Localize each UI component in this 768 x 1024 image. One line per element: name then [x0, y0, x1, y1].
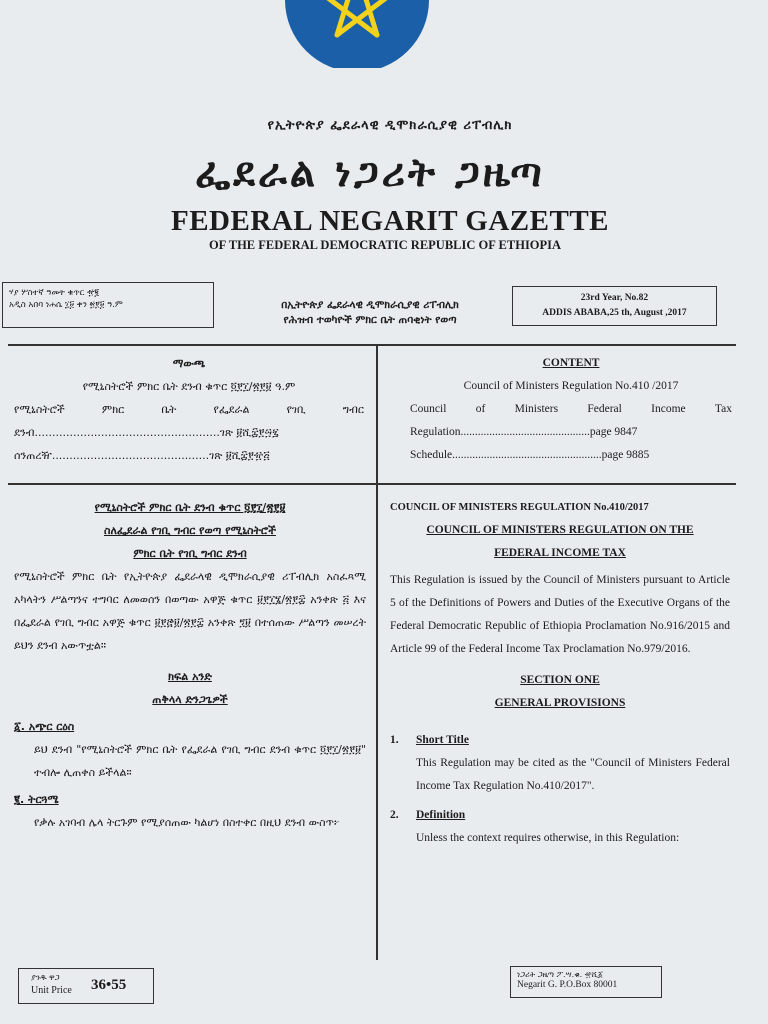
rule-middle — [8, 483, 736, 485]
issuer-line1: በኢትዮጵያ ፌደራላዊ ዲሞክራሲያዊ ሪፐብሊክ — [281, 299, 459, 311]
unit-price-box — [18, 968, 154, 1004]
toc-amharic-line2: የሚኒስትሮች ምክር ቤት የፌደራል የገቢ ግብር — [14, 403, 364, 416]
amharic-section-title: ጠቅላላ ድንጋጌዎች — [152, 693, 228, 706]
issue-year-amharic: ሃያ ሦስተኛ ዓመት ቁጥር ፹፪ — [9, 288, 100, 298]
amharic-heading: የሚኒስትሮች ምክር ቤት ደንብ ቁጥር ፬፻፲/፳፻፱ — [94, 501, 286, 514]
english-item1: 1. Short Title — [390, 729, 730, 752]
ethiopia-emblem-icon — [282, 0, 432, 68]
column-divider — [376, 344, 378, 960]
toc-amharic — [14, 352, 364, 467]
english-section-title: GENERAL PROVISIONS — [494, 697, 626, 709]
amharic-preamble: የሚኒስትሮች ምክር ቤት የኢትዮጵያ ፌደራላዊ ዲሞክራሲያዊ ሪፐብሊክ አስፈጻሚ አካላትን ሥልጣንና ተግባር ለመወሰን በወጣው አዋጅ ቁጥር ፱፻፲፮/፳፻፰ አንቀጽ ፭ እና በፌደራል የገቢ ግብር አዋጅ ቁጥር ፱፻፸፱/፳፻፰ አንቀጽ ፺፱ በተሰጠው ሥልጣን መሠረት ይህን ደንብ አውጥቷል። — [14, 570, 366, 652]
english-preamble: This Regulation is issued by the Council of Ministers pursuant to Article 5 of the Definitions of Powers and Duties of the Executive Organs of the Federal Democratic Republic of Ethiopia Proclamation No.916/2015 and Article 99 of the Federal Income Tax Proclamation No.979/2016. — [390, 574, 730, 655]
pobox-amharic: ነጋሪት ጋዜጣ ፖ.ሣ.ቁ. ፹ሺ፩ — [517, 970, 603, 979]
amharic-body — [14, 496, 366, 834]
english-item2-title: Definition — [416, 809, 466, 821]
english-item2: 2. Definition — [390, 804, 730, 827]
amharic-item1-title: ፩. አጭር ርዕስ — [14, 720, 75, 733]
unit-price-value: 36•55 — [91, 977, 127, 993]
english-body — [390, 496, 730, 850]
issue-date-amharic: አዲስ አበባ ነሐሴ ፲፱ ቀን ፳፻፱ ዓ.ም — [9, 300, 123, 310]
content-line4: Schedule....................................................page 9885 — [410, 449, 650, 461]
amharic-item2-title: ፪. ትርጓሜ — [14, 793, 59, 806]
english-item1-title: Short Title — [416, 734, 469, 746]
pobox-english: Negarit G. P.O.Box 80001 — [517, 980, 618, 990]
english-section: SECTION ONE — [520, 674, 600, 686]
amharic-section: ክፍል አንድ — [168, 670, 212, 683]
issue-info-amharic — [2, 282, 214, 328]
toc-amharic-title: ማውጫ — [172, 357, 206, 370]
issue-year-english: 23rd Year, No.82 — [580, 293, 649, 303]
amharic-title-line1: ስለፌደራል የገቢ ግብር የወጣ የሚኒስትሮች — [104, 524, 276, 537]
content-line3: Regulation.............................................page 9847 — [410, 426, 638, 438]
toc-amharic-line1: የሚኒስትሮች ምክር ቤት ደንብ ቁጥር ፬፻፲/፳፻፱ ዓ.ም — [82, 380, 296, 393]
rule-top — [8, 344, 736, 346]
content-line2: Council of Ministers Federal Income Tax — [410, 403, 732, 415]
content-title: CONTENT — [542, 357, 600, 369]
issuer-amharic — [240, 298, 500, 328]
toc-amharic-line4: ሰንጠረዥ.............................................ገጽ ፱ሺ፰፻፹፭ — [14, 449, 270, 462]
republic-name-amharic: የኢትዮጵያ ፌደራላዊ ዲሞክራሲያዊ ሪፐብሊክ — [267, 118, 513, 133]
pobox-box — [510, 966, 662, 998]
gazette-title-amharic: ፌደራል ነጋሪት ጋዜጣ — [195, 150, 545, 196]
english-title-line2: FEDERAL INCOME TAX — [494, 547, 626, 559]
unit-price-label-amharic: ያንዱ ዋጋ — [31, 973, 60, 982]
english-item2-body: Unless the context requires otherwise, in this Regulation: — [416, 832, 680, 844]
english-item1-body: This Regulation may be cited as the "Council of Ministers Federal Income Tax Regulation No.410/2017". — [416, 757, 730, 792]
amharic-item2-body: የቃሉ አገባብ ሌላ ትርጉም የሚያሰጠው ካልሆነ በስተቀር በዚህ ደንብ ውስጥ፦ — [34, 816, 340, 829]
toc-amharic-line3: ደንብ.....................................................ገጽ ፱ሺ፰፻፵፯ — [14, 426, 279, 439]
gazette-subtitle-english: OF THE FEDERAL DEMOCRATIC REPUBLIC OF ETHIOPIA — [208, 238, 562, 252]
amharic-title-line2: ምክር ቤት የገቢ ግብር ደንብ — [133, 547, 247, 560]
issue-info-english — [512, 286, 717, 326]
issue-date-english: ADDIS ABABA,25 th, August ,2017 — [542, 308, 687, 318]
content-line1: Council of Ministers Regulation No.410 /2017 — [463, 380, 679, 392]
gazette-title-english: FEDERAL NEGARIT GAZETTE — [170, 205, 610, 237]
amharic-item1-body: ይህ ደንብ "የሚኒስትሮች ምክር ቤት የፌደራል የገቢ ግብር ደንብ ቁጥር ፬፻፲/፳፻፱" ተብሎ ሊጠቀስ ይችላል። — [34, 743, 366, 779]
content-list — [410, 352, 732, 467]
english-title-line1: COUNCIL OF MINISTERS REGULATION ON THE — [426, 524, 694, 536]
issuer-line2: የሕዝብ ተወካዮች ምክር ቤት ጠባቂነት የወጣ — [283, 314, 457, 326]
english-heading: COUNCIL OF MINISTERS REGULATION No.410/2017 — [390, 502, 649, 513]
unit-price-label: Unit Price — [31, 985, 72, 996]
